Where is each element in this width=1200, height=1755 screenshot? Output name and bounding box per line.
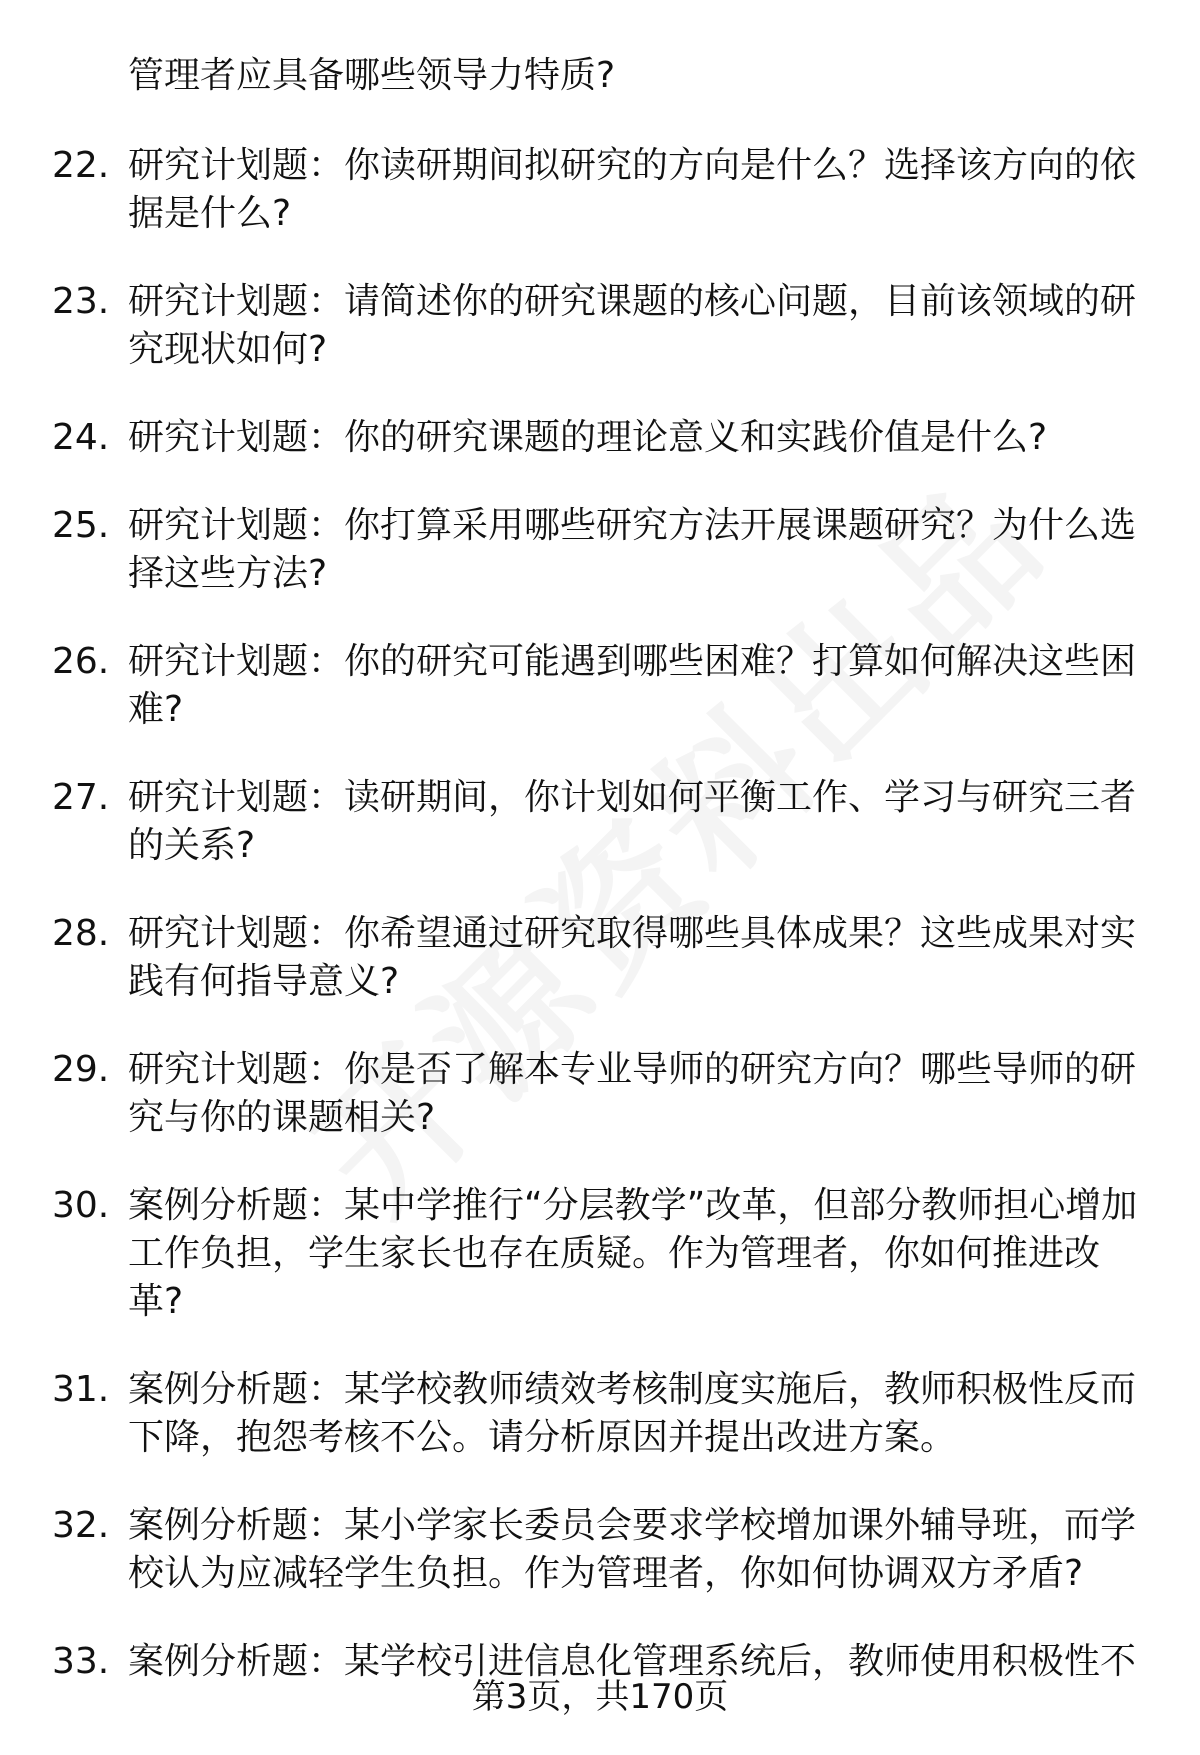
page-footer: 第3页，共170页	[471, 1677, 729, 1717]
item-number: 27.	[52, 777, 110, 818]
list-item	[0, 142, 1200, 238]
item-text: 研究计划题：你打算采用哪些研究方法开展课题研究？为什么选择这些方法?	[128, 505, 1137, 594]
item-text: 案例分析题：某中学推行“分层教学”改革，但部分教师担心增加工作负担，学生家长也存在质疑。作为管理者，你如何推进改革?	[128, 1185, 1138, 1322]
list-item	[0, 774, 1200, 870]
item-number: 29.	[52, 1049, 110, 1090]
item-text: 研究计划题：你是否了解本专业导师的研究方向？哪些导师的研究与你的课题相关?	[128, 1049, 1137, 1138]
item-number: 24.	[52, 417, 110, 458]
item-number: 30.	[52, 1185, 110, 1226]
item-text: 案例分析题：某小学家长委员会要求学校增加课外辅导班，而学校认为应减轻学生负担。作为管理者，你如何协调双方矛盾?	[128, 1505, 1137, 1594]
item-text: 研究计划题：你读研期间拟研究的方向是什么？选择该方向的依据是什么?	[128, 145, 1137, 234]
item-number: 26.	[52, 641, 110, 682]
continued-line: 管理者应具备哪些领导力特质?	[128, 55, 616, 96]
item-number: 22.	[52, 145, 110, 186]
item-text: 研究计划题：你的研究可能遇到哪些困难？打算如何解决这些困难?	[128, 641, 1137, 730]
item-text: 案例分析题：某学校教师绩效考核制度实施后，教师积极性反而下降，抱怨考核不公。请分析原因并提出改进方案。	[128, 1369, 1137, 1458]
list-item	[0, 1366, 1200, 1462]
item-text: 研究计划题：你希望通过研究取得哪些具体成果？这些成果对实践有何指导意义?	[128, 913, 1137, 1002]
item-number: 32.	[52, 1505, 110, 1546]
list-item	[0, 502, 1200, 598]
item-number: 23.	[52, 281, 110, 322]
item-text: 研究计划题：请简述你的研究课题的核心问题，目前该领域的研究现状如何?	[128, 281, 1137, 370]
list-item	[0, 910, 1200, 1006]
item-number: 25.	[52, 505, 110, 546]
item-number: 33.	[52, 1641, 110, 1682]
list-item	[0, 1046, 1200, 1142]
item-number: 28.	[52, 913, 110, 954]
list-item	[0, 414, 1200, 462]
list-item	[0, 638, 1200, 734]
question-list	[0, 52, 1200, 1726]
item-text: 案例分析题：某学校引进信息化管理系统后，教师使用积极性不	[128, 1641, 1137, 1682]
item-number: 31.	[52, 1369, 110, 1410]
list-item	[0, 278, 1200, 374]
item-text: 研究计划题：你的研究课题的理论意义和实践价值是什么?	[128, 417, 1048, 458]
list-item	[0, 1182, 1200, 1326]
item-text: 研究计划题：读研期间，你计划如何平衡工作、学习与研究三者的关系?	[128, 777, 1137, 866]
list-item	[0, 1502, 1200, 1598]
